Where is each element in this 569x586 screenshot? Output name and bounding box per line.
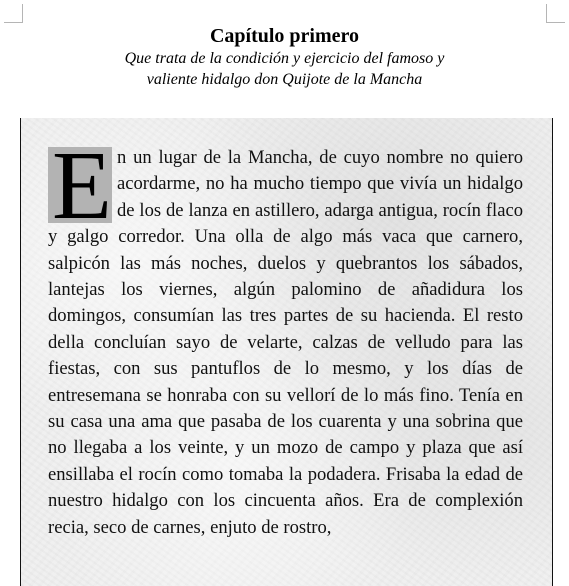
chapter-subtitle-line-2: valiente hidalgo don Quijote de la Mancha <box>146 71 423 88</box>
page-corner-mark-left <box>4 4 23 23</box>
chapter-header <box>0 24 569 90</box>
body-paragraph-text: n un lugar de la Mancha, de cuyo nombre no quiero acordarme, no ha mucho tiempo que vivía un hidalgo de los de lanza en astillero, adarga antigua, rocín flaco y galgo corredor. Una olla de algo más vaca que carnero, salpicón las más noches, duelos y quebrantos los sábados, lantejas los viernes, algún palomino de añadidura los domingos, consumían las tres partes de su hacienda. El resto della concluían sayo de velarte, calzas de velludo para las fiestas, con sus pantuflos de lo mesmo, y los días de entresemana se honraba con su vellorí de lo más fino. Tenía en su casa una ama que pasaba de los cuarenta y una sobrina que no llegaba a los veinte, y un mozo de campo y plaza que así ensillaba el rocín como tomaba la podadera. Frisaba la edad de nuestro hidalgo con los cincuenta años. Era de complexión recia, seco de carnes, enjuto de rostro, <box>48 147 523 538</box>
page-corner-mark-right <box>546 4 565 23</box>
chapter-subtitle-line-1: Que trata de la condición y ejercicio del famoso y <box>124 50 445 67</box>
chapter-title: Capítulo primero <box>209 25 360 47</box>
drop-cap <box>48 132 112 240</box>
text-frame <box>20 118 553 586</box>
drop-cap-letter: E <box>52 132 112 240</box>
body-paragraph[interactable] <box>48 132 523 541</box>
